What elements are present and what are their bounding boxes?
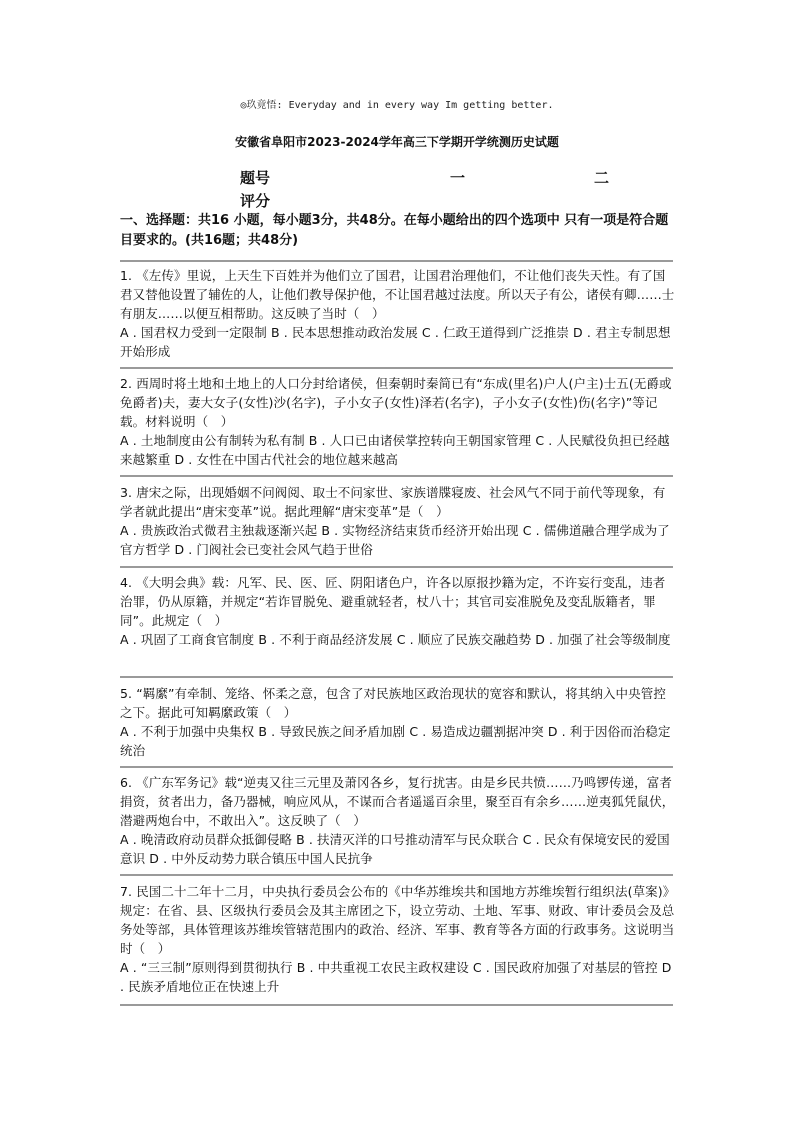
question-4: [120, 573, 676, 649]
question-options: A . 国君权力受到一定限制 B . 民本思想推动政治发展 C . 仁政王道得到广泛推崇 D . 君主专制思想开始形成: [120, 325, 671, 359]
question-options: A . 晚清政府动员群众抵御侵略 B . 扶清灭洋的口号推动清军与民众联合 C . 民众有保境安民的爱国意识 D . 中外反动势力联合镇压中国人民抗争: [120, 832, 670, 866]
divider: [120, 260, 673, 262]
divider: [120, 874, 673, 876]
score-table-col2: 二: [594, 169, 610, 187]
score-table-col1: 一: [450, 169, 466, 187]
question-stem: 1. 《左传》里说，上天生下百姓并为他们立了国君，让国君治理他们，不让他们丧失天性。有了国君又替他设置了辅佐的人，让他们教导保护他，不让国君越过法度。所以天子有公，诸侯有卿……士有朋友……以便互相帮助。这反映了当时（ ）: [120, 268, 675, 321]
question-stem: 5. “羁縻”有牵制、笼络、怀柔之意，包含了对民族地区政治现状的宽容和默认，将其纳入中央管控之下。据此可知羁縻政策（ ）: [120, 686, 666, 720]
question-stem: 4. 《大明会典》载：凡军、民、医、匠、阴阳诸色户，许各以原报抄籍为定，不许妄行变乱，违者治罪，仍从原籍，并规定“若诈冒脱免、避重就轻者，杖八十；其官司妄准脱免及变乱版籍者，罪同”。此规定（ ）: [120, 575, 666, 628]
question-5: [120, 684, 676, 760]
score-table-row2-label: 评分: [240, 192, 271, 210]
question-options: A . 不利于加强中央集权 B . 导致民族之间矛盾加剧 C . 易造成边疆割据冲突 D . 利于因俗而治稳定统治: [120, 724, 671, 758]
question-stem: 2. 西周时将土地和土地上的人口分封给诸侯，但秦朝时秦简已有“东成(里名)户人(户主)士五(无爵或免爵者)夫，妻大女子(女性)沙(名字)，子小女子(女性)泽若(名字)，子小女子(女性)伤(名字)”等记载。材料说明（ ）: [120, 376, 672, 429]
question-options: A . 土地制度由公有制转为私有制 B . 人口已由诸侯掌控转向王朝国家管理 C . 人民赋役负担已经越来越繁重 D . 女性在中国古代社会的地位越来越高: [120, 433, 670, 467]
question-options: A . 巩固了工商食官制度 B . 不利于商品经济发展 C . 顺应了民族交融趋势 D . 加强了社会等级制度: [120, 632, 671, 647]
question-stem: 7. 民国二十二年十二月，中央执行委员会公布的《中华苏维埃共和国地方苏维埃暂行组织法(草案)》规定：在省、县、区级执行委员会及其主席团之下，设立劳动、土地、军事、财政、审计委员会及总务处等部，具体管理该苏维埃管辖范围内的政治、经济、军事、教育等各方面的行政事务。这说明当时（ ）: [120, 884, 676, 956]
exam-title: 安徽省阜阳市2023-2024学年高三下学期开学统测历史试题: [235, 135, 559, 149]
question-3: [120, 483, 676, 559]
question-options: A . 贵族政治式微君主独裁逐渐兴起 B . 实物经济结束货币经济开始出现 C . 儒佛道融合理学成为了官方哲学 D . 门阀社会已变社会风气趋于世俗: [120, 523, 670, 557]
header-motto: ◎玖竟悟: Everyday and in every way Im getting better.: [240, 100, 554, 111]
divider: [120, 475, 673, 477]
divider: [120, 676, 673, 678]
question-options: A . “三三制”原则得到贯彻执行 B . 中共重视工农民主政权建设 C . 国民政府加强了对基层的管控 D . 民族矛盾地位正在快速上升: [120, 960, 672, 994]
question-stem: 3. 唐宋之际，出现婚姻不问阀阅、取士不问家世、家族谱牒寝废、社会风气不同于前代等现象，有学者就此提出“唐宋变革”说。据此理解“唐宋变革”是（ ）: [120, 485, 666, 519]
section-instruction: 一、选择题：共16 小题，每小题3分，共48分。在每小题给出的四个选项中 只有一项是符合题目要求的。(共16题；共48分): [120, 213, 669, 248]
question-2: [120, 374, 676, 469]
question-6: [120, 773, 676, 868]
divider: [120, 566, 673, 568]
divider: [120, 367, 673, 369]
question-1: [120, 266, 676, 361]
score-table-row1-label: 题号: [240, 169, 271, 187]
divider: [120, 1004, 673, 1006]
question-stem: 6. 《广东军务记》载“逆夷又往三元里及萧冈各乡，复行扰害。由是乡民共愤……乃鸣锣传递，富者捐资，贫者出力，备乃器械，响应风从，不谋而合者遥遥百余里，聚至百有余乡……逆夷狐凭鼠伏，潜避两炮台中，不敢出入”。这反映了（ ）: [120, 775, 675, 828]
question-7: [120, 882, 676, 996]
divider: [120, 766, 673, 768]
